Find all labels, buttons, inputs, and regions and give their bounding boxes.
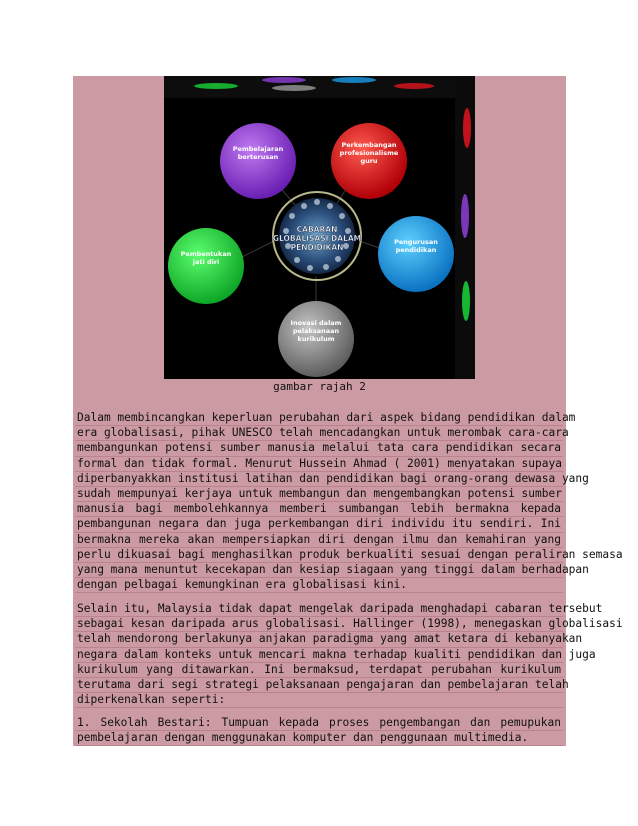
- node-label-line: kurikulum: [297, 335, 335, 343]
- paragraph-line: Dalam membincangkan keperluan perubahan dari aspek bidang pendidikan dalam: [75, 411, 563, 426]
- paragraph-line: perlu dikuasai bagi menghasilkan produk berkualiti sesuai dengan peraliran semasa: [75, 548, 563, 563]
- node-label-line: profesionalisme: [339, 149, 399, 157]
- paragraph-line: diperbanyakkan institusi latihan dan pendidikan bagi orang-orang dewasa yang: [75, 472, 563, 487]
- paragraph-line: manusia bagi membolehkannya memberi sumbangan lebih bermakna kepada: [75, 502, 563, 517]
- node-label-line: Perkembangan: [341, 141, 397, 149]
- center-label-line: PENDIDIKAN: [290, 243, 344, 252]
- paragraph-1: [75, 411, 623, 593]
- paragraph-3: [75, 716, 563, 746]
- paragraph-2: [75, 602, 623, 708]
- paragraph-line: negara dalam konteks untuk mencari makna terhadap kualiti pendidikan dan juga: [75, 648, 563, 663]
- node-label-line: Pengurusan: [394, 238, 438, 246]
- node-label-line: Pembelajaran: [232, 145, 284, 153]
- paragraph-line: membangunkan potensi sumber manusia melalui tata cara pendidikan secara: [75, 441, 563, 456]
- node-label-line: pendidikan: [395, 246, 437, 254]
- paragraph-line: dengan pelbagai kemungkinan era globalisasi kini.: [75, 578, 563, 593]
- node-circle: [378, 216, 454, 292]
- paragraph-line: formal dan tidak formal. Menurut Hussein Ahmad ( 2001) menyatakan supaya: [75, 457, 563, 472]
- node-pengurusan-pendidikan: [378, 216, 454, 292]
- node-pembentukan-jati-diri: [168, 228, 244, 304]
- paragraph-line: terutama dari segi strategi pelaksanaan pengajaran dan pembelajaran telah: [75, 678, 563, 693]
- diagram-figure: [164, 76, 475, 379]
- figure-caption: gambar rajah 2: [273, 380, 366, 393]
- center-label-line: CABARAN: [296, 225, 338, 234]
- node-pembelajaran-berterusan: [220, 123, 296, 199]
- paragraph-line: era globalisasi, pihak UNESCO telah mencadangkan untuk merombak cara-cara: [75, 426, 563, 441]
- node-label-line: pelaksanaan: [292, 327, 340, 335]
- paragraph-line: telah mendorong berlakunya anjakan paradigma yang amat ketara di kebanyakan: [75, 632, 563, 647]
- node-perkembangan-profesionalisme-guru: [331, 123, 407, 199]
- paragraph-line: pembangunan negara dan juga perkembangan diri individu itu sendiri. Ini: [75, 517, 563, 532]
- node-inovasi-kurikulum: [278, 301, 354, 377]
- node-label-line: Inovasi dalam: [290, 319, 342, 327]
- paragraph-line: sebagai kesan daripada arus globalisasi. Hallinger (1998), menegaskan globalisasi: [75, 617, 563, 632]
- paragraph-line: sudah mempunyai kerjaya untuk membangun dan mengembangkan potensi sumber: [75, 487, 563, 502]
- paragraph-line: kurikulum yang ditawarkan. Ini bermaksud, terdapat perubahan kurikulum: [75, 663, 563, 678]
- paragraph-line: diperkenalkan seperti:: [75, 693, 563, 708]
- paragraph-line: yang mana menuntut kecekapan dan kesiap siagaan yang tinggi dalam berhadapan: [75, 563, 563, 578]
- node-label-line: guru: [360, 157, 378, 165]
- node-label-line: jati diri: [192, 258, 220, 266]
- node-label-line: Pembentukan: [180, 250, 232, 258]
- paragraph-line: 1. Sekolah Bestari: Tumpuan kepada proses pengembangan dan pemupukan: [75, 716, 563, 731]
- center-label-line: GLOBALISASI DALAM: [272, 234, 362, 243]
- node-circle: [220, 123, 296, 199]
- paragraph-line: bermakna mereka akan mempersiapkan diri dengan ilmu dan kemahiran yang: [75, 533, 563, 548]
- node-label-line: berterusan: [237, 153, 279, 161]
- paragraph-line: Selain itu, Malaysia tidak dapat mengelak daripada menghadapi cabaran tersebut: [75, 602, 563, 617]
- node-circle: [168, 228, 244, 304]
- paragraph-line: pembelajaran dengan menggunakan komputer dan penggunaan multimedia.: [75, 731, 563, 746]
